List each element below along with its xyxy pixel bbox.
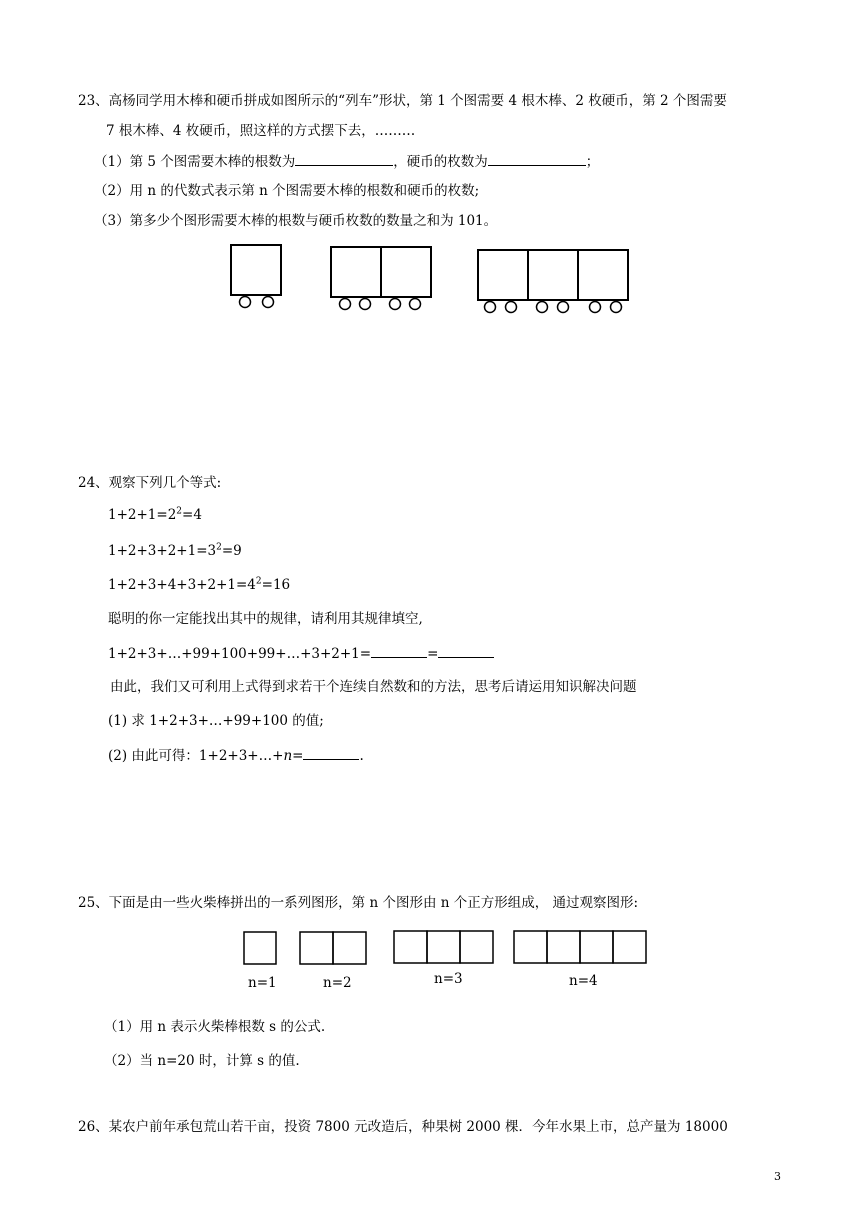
q24-fill-expression: 1+2+3+…+99+100+99+…+3+2+1= xyxy=(108,646,372,662)
q23-train-figure xyxy=(0,240,860,320)
q24-fill-equals: = xyxy=(427,646,439,662)
n1-square xyxy=(244,932,276,964)
q25-matchstick-figure xyxy=(0,928,860,968)
q23-line2: 7 根木棒、4 枚硬币，照这样的方式摆下去，……… xyxy=(106,123,416,139)
eq3-result: =16 xyxy=(261,577,291,593)
train2-car xyxy=(381,247,431,297)
q23-coin-count-blank[interactable] xyxy=(488,151,586,166)
q24-equation-1 xyxy=(108,505,202,525)
q23-part1-text-b: ，硬币的枚数为 xyxy=(393,154,488,170)
q23-rod-count-blank[interactable] xyxy=(295,151,393,166)
train3-coin xyxy=(485,302,496,313)
train1-coin xyxy=(263,297,274,308)
train3-coin xyxy=(611,302,622,313)
eq1-exponent: 2 xyxy=(176,506,183,517)
train3-car xyxy=(578,250,628,300)
q24-fill-blank-2[interactable] xyxy=(438,643,494,658)
train3-coin xyxy=(558,302,569,313)
n3-square xyxy=(427,931,460,963)
train3-coin xyxy=(590,302,601,313)
q24-hint: 聪明的你一定能找出其中的规律，请利用其规律填空, xyxy=(108,611,423,627)
q23-line1: 23、高杨同学用木棒和硬币拼成如图所示的“列车”形状，第 1 个图需要 4 根木棒、2 枚硬币，第 2 个图需要 xyxy=(78,93,727,109)
eq2-exponent: 2 xyxy=(216,542,222,553)
eq3-base: 1+2+3+4+3+2+1=4 xyxy=(108,577,256,593)
n4-square xyxy=(613,931,646,963)
q24-part2-blank[interactable] xyxy=(303,745,359,760)
q25-part2: （2）当 n=20 时，计算 s 的值. xyxy=(104,1053,300,1069)
q24-part2-end: . xyxy=(359,748,364,764)
q23-part3: （3）第多少个图形需要木棒的根数与硬币枚数的数量之和为 101。 xyxy=(94,213,498,229)
n4-square xyxy=(580,931,613,963)
q23-part1-text-c: ； xyxy=(585,154,600,170)
train1-car xyxy=(231,245,281,295)
n2-square xyxy=(300,932,333,964)
page-number: 3 xyxy=(774,1170,781,1183)
eq2-base: 1+2+3+2+1=3 xyxy=(108,543,217,559)
q25-part1: （1）用 n 表示火柴棒根数 s 的公式. xyxy=(104,1019,326,1035)
q24-part2-text: (2) 由此可得：1+2+3+…+ xyxy=(108,748,284,764)
train2-coin xyxy=(360,299,371,310)
q24-part2-n: n xyxy=(283,748,293,764)
train2-coin xyxy=(340,299,351,310)
q25-label-n3: n=3 xyxy=(434,971,463,987)
n4-square xyxy=(547,931,580,963)
train3-car xyxy=(478,250,528,300)
train3-coin xyxy=(537,302,548,313)
n3-square xyxy=(394,931,427,963)
n2-square xyxy=(333,932,366,964)
q24-part2 xyxy=(108,745,364,766)
q24-part2-equals: = xyxy=(292,748,304,764)
q23-part2: （2）用 n 的代数式表示第 n 个图需要木棒的根数和硬币的枚数; xyxy=(94,183,480,199)
train2-coin xyxy=(410,299,421,310)
q26-line1: 26、某农户前年承包荒山若干亩，投资 7800 元改造后，种果树 2000 棵．今年水果上市，总产量为 18000 xyxy=(78,1119,728,1135)
eq3-exponent: 2 xyxy=(255,576,262,587)
q23-part1-text-a: （1）第 5 个图需要木棒的根数为 xyxy=(94,154,296,170)
train2-coin xyxy=(390,299,401,310)
q24-therefore: 由此，我们又可利用上式得到求若干个连续自然数和的方法，思考后请运用知识解决问题 xyxy=(110,679,637,695)
q24-equation-2 xyxy=(108,541,242,561)
n3-square xyxy=(460,931,493,963)
q24-fill-blank-1[interactable] xyxy=(371,643,427,658)
eq1-result: =4 xyxy=(182,507,202,523)
train3-car xyxy=(528,250,578,300)
q24-equation-3 xyxy=(108,575,290,595)
eq1-base: 1+2+1=2 xyxy=(108,507,177,523)
q24-part1: (1) 求 1+2+3+…+99+100 的值; xyxy=(108,713,324,729)
q24-fill-line xyxy=(108,643,494,664)
train3-coin xyxy=(506,302,517,313)
q25-label-n2: n=2 xyxy=(323,975,352,991)
q24-title: 24、观察下列几个等式: xyxy=(78,475,222,491)
q25-label-n4: n=4 xyxy=(569,973,598,989)
n4-square xyxy=(514,931,547,963)
q25-label-n1: n=1 xyxy=(248,975,277,991)
eq2-result: =9 xyxy=(221,543,242,559)
train2-car xyxy=(331,247,381,297)
q25-title: 25、下面是由一些火柴棒拼出的一系列图形，第 n 个图形由 n 个正方形组成， 通过观察图形: xyxy=(78,895,639,911)
train1-coin xyxy=(240,297,251,308)
q23-part1 xyxy=(94,151,599,172)
